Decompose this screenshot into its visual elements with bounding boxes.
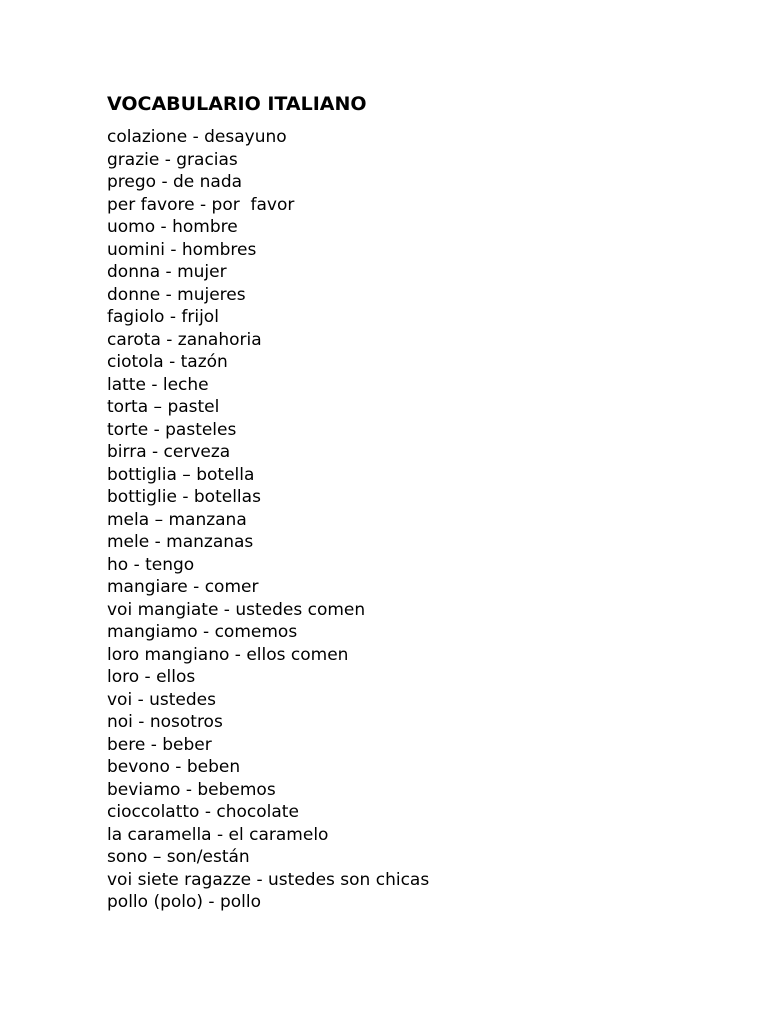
vocabulary-line: donna - mujer	[107, 262, 227, 282]
vocabulary-line: torta – pastel	[107, 397, 220, 417]
vocabulary-line: cioccolatto - chocolate	[107, 802, 299, 822]
vocabulary-line: bere - beber	[107, 734, 212, 755]
vocabulary-line: birra - cerveza	[107, 442, 231, 462]
vocabulary-line: la caramella - el caramelo	[107, 824, 329, 845]
vocabulary-line: per favore - por favor	[107, 194, 295, 215]
vocabulary-line: voi mangiate - ustedes comen	[107, 599, 366, 620]
vocabulary-line: loro - ellos	[107, 667, 196, 687]
vocabulary-line: bevono - beben	[107, 757, 241, 777]
vocabulary-line: mangiamo - comemos	[107, 622, 298, 642]
vocabulary-line: loro mangiano - ellos comen	[107, 644, 349, 665]
vocabulary-line: grazie - gracias	[107, 149, 238, 170]
vocabulary-line: latte - leche	[107, 374, 209, 395]
vocabulary-line: bottiglie - botellas	[107, 487, 261, 507]
vocabulary-line: noi - nosotros	[107, 712, 223, 732]
vocabulary-line: prego - de nada	[107, 172, 243, 192]
document-title: VOCABULARIO ITALIANO	[107, 93, 367, 115]
vocabulary-line: voi siete ragazze - ustedes son chicas	[107, 869, 430, 890]
vocabulary-line: ciotola - tazón	[107, 352, 228, 372]
vocabulary-line: beviamo - bebemos	[107, 779, 276, 800]
vocabulary-list	[107, 126, 429, 914]
vocabulary-line: sono – son/están	[107, 847, 250, 867]
vocabulary-line: donne - mujeres	[107, 284, 246, 305]
vocabulary-line: voi - ustedes	[107, 689, 216, 710]
vocabulary-line: mele - manzanas	[107, 532, 254, 552]
vocabulary-line: mela – manzana	[107, 509, 247, 530]
vocabulary-line: mangiare - comer	[107, 577, 259, 597]
vocabulary-line: pollo (polo) - pollo	[107, 892, 262, 912]
vocabulary-line: torte - pasteles	[107, 419, 237, 440]
vocabulary-line: colazione - desayuno	[107, 127, 287, 147]
vocabulary-line: bottiglia – botella	[107, 464, 255, 485]
vocabulary-line: carota - zanahoria	[107, 329, 262, 350]
vocabulary-line: ho - tengo	[107, 554, 195, 575]
vocabulary-line: uomo - hombre	[107, 217, 238, 237]
vocabulary-line: uomini - hombres	[107, 239, 257, 260]
vocabulary-line: fagiolo - frijol	[107, 307, 219, 327]
